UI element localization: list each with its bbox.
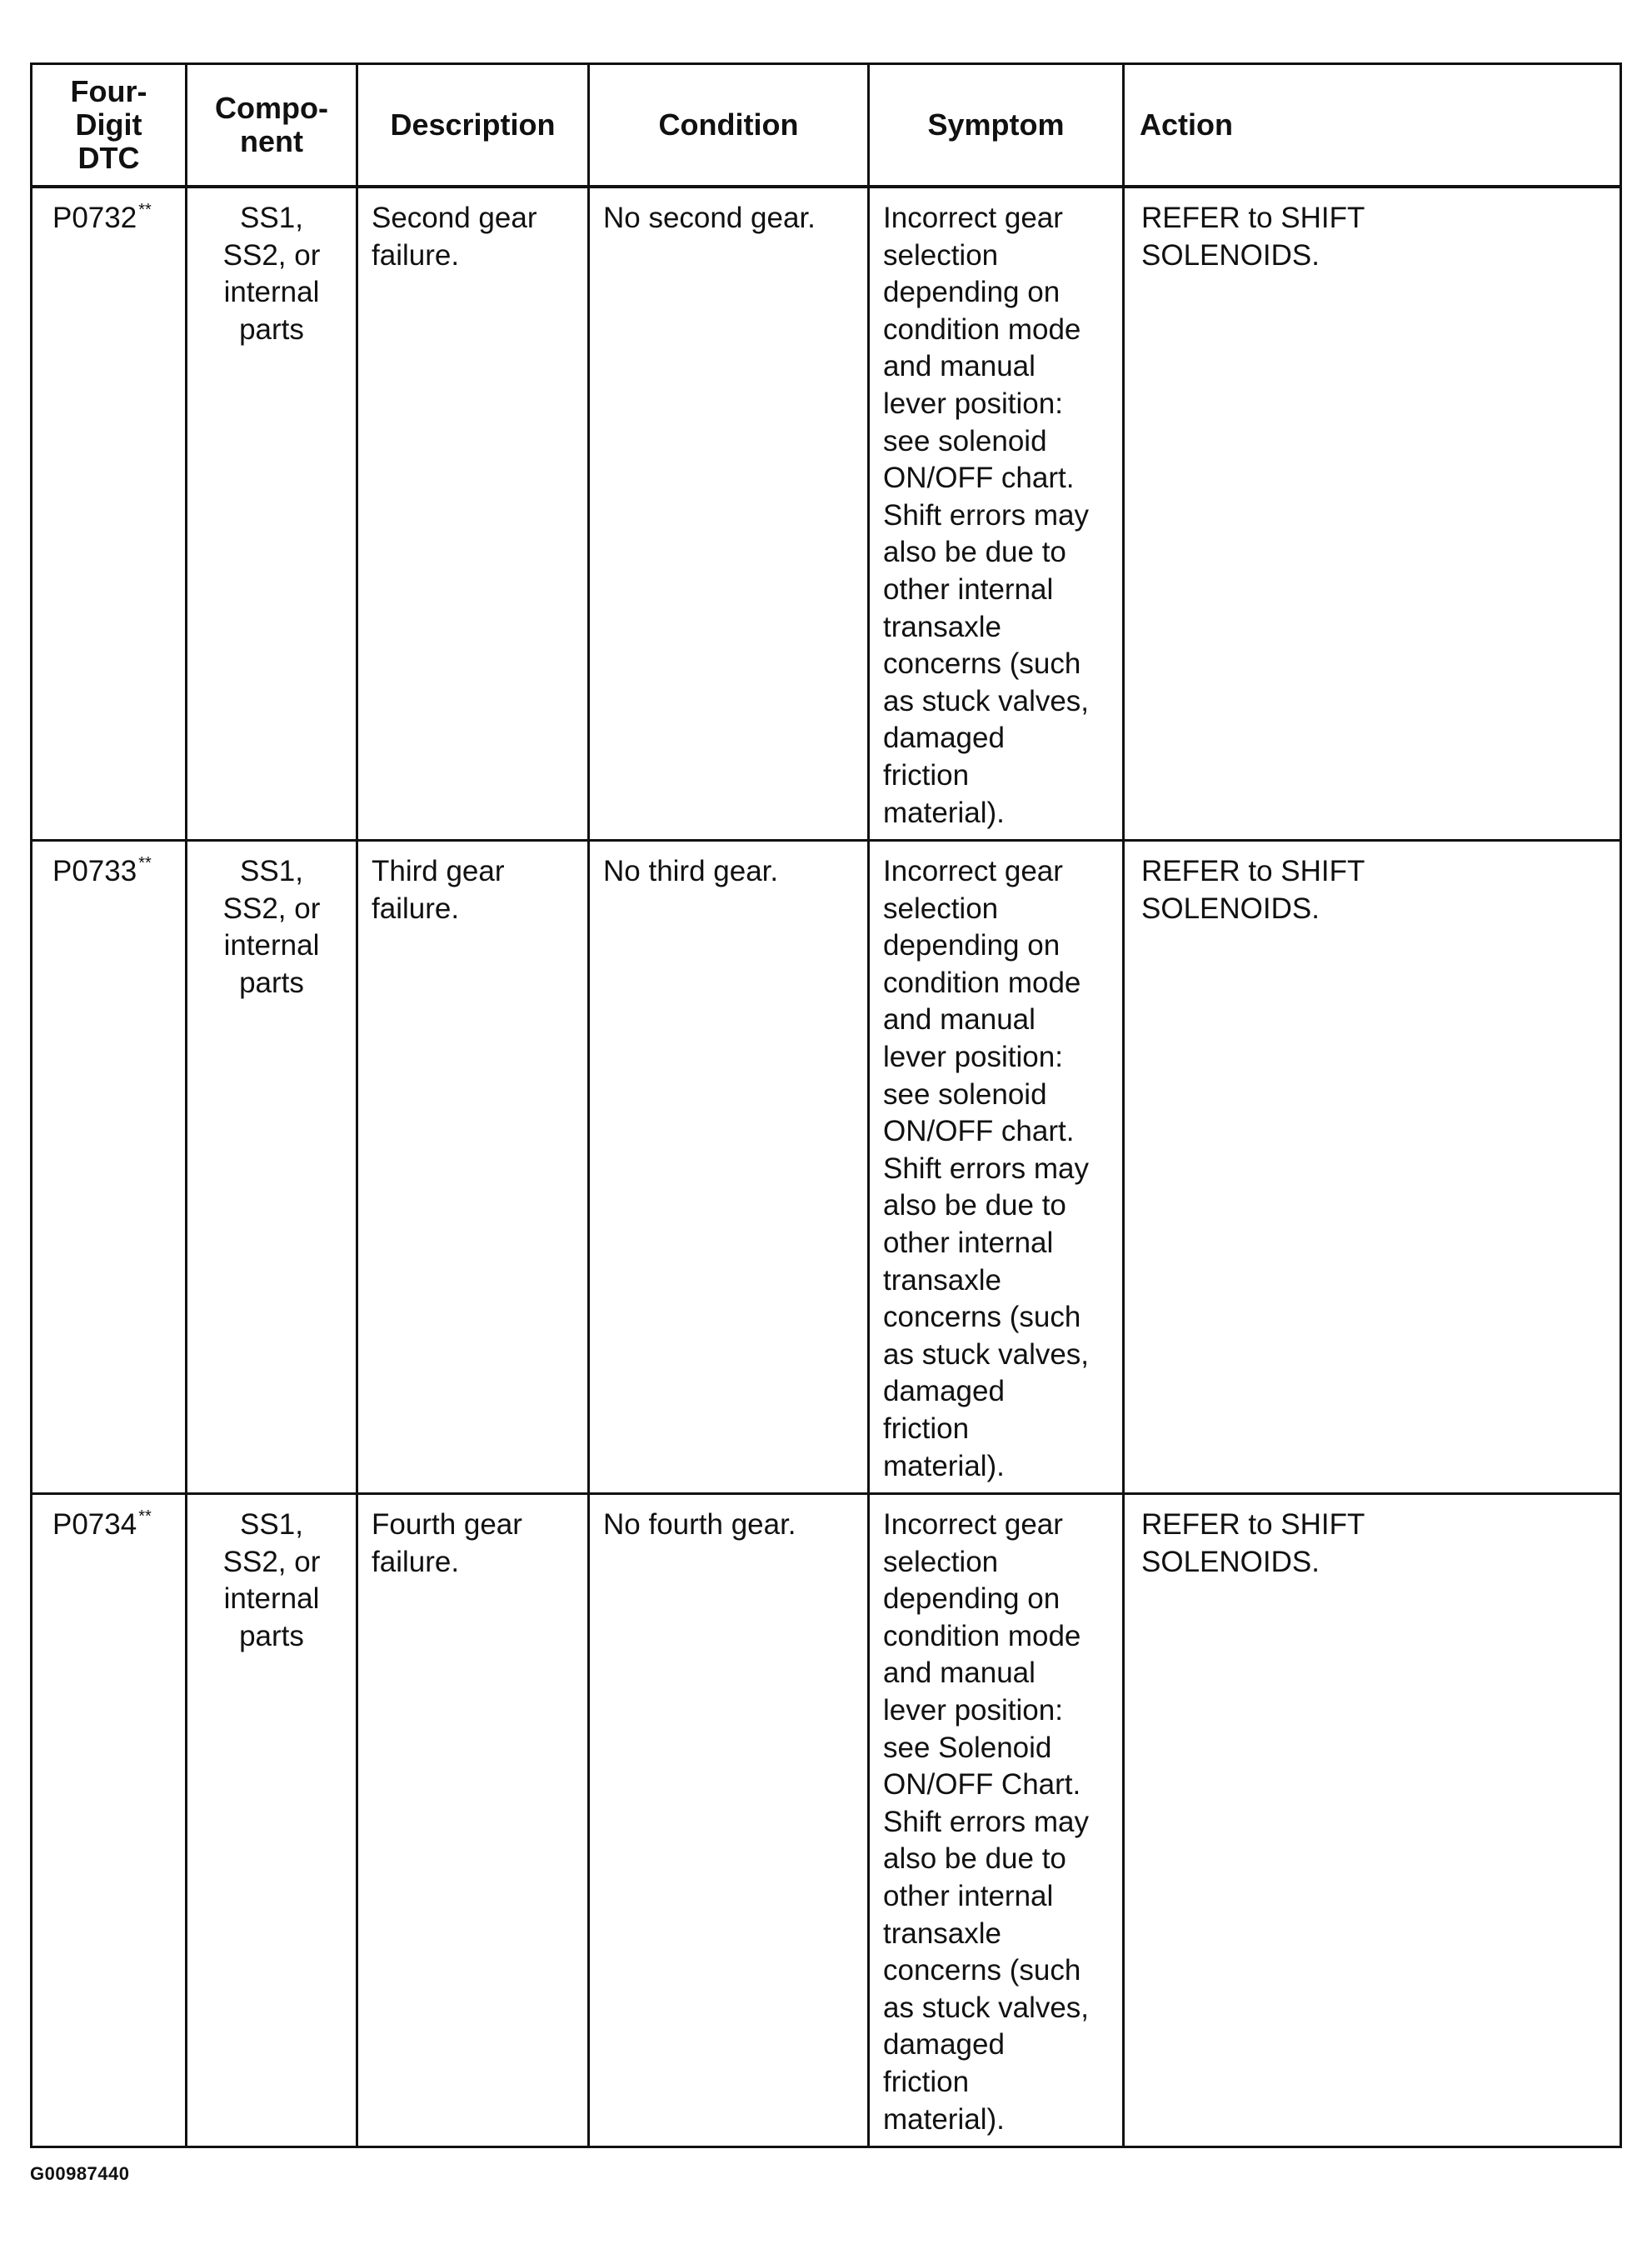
dtc-footnote-mark: ** [138, 854, 152, 872]
description-cell: Fourth gear failure. [357, 1494, 589, 2147]
header-dtc: Four- Digit DTC [32, 64, 187, 187]
table-row [32, 1494, 1621, 2147]
description-cell: Third gear failure. [357, 841, 589, 1494]
description-cell: Second gear failure. [357, 187, 589, 841]
figure-id: G00987440 [30, 2163, 130, 2184]
symptom-cell: Incorrect gear selection depending on condition mode and manual lever position: see solenoid ON/OFF chart. Shift errors may also be due to other internal transaxle concerns (such as stuck valves, damaged friction material). [869, 187, 1124, 841]
action-cell: REFER to SHIFT SOLENOIDS. [1124, 187, 1621, 841]
symptom-cell: Incorrect gear selection depending on condition mode and manual lever position: see solenoid ON/OFF chart. Shift errors may also be due to other internal transaxle concerns (such as stuck valves, damaged friction material). [869, 841, 1124, 1494]
dtc-footnote-mark: ** [138, 1507, 152, 1526]
component-cell: SS1, SS2, or internal parts [187, 187, 357, 841]
action-cell: REFER to SHIFT SOLENOIDS. [1124, 841, 1621, 1494]
table-row [32, 841, 1621, 1494]
dtc-code: P0732 [52, 202, 137, 234]
condition-cell: No third gear. [589, 841, 869, 1494]
dtc-cell [32, 187, 187, 841]
component-cell: SS1, SS2, or internal parts [187, 841, 357, 1494]
header-description: Description [357, 64, 589, 187]
condition-cell: No second gear. [589, 187, 869, 841]
condition-cell: No fourth gear. [589, 1494, 869, 2147]
dtc-code: P0734 [52, 1508, 137, 1541]
dtc-code: P0733 [52, 855, 137, 887]
action-cell: REFER to SHIFT SOLENOIDS. [1124, 1494, 1621, 2147]
dtc-cell [32, 1494, 187, 2147]
header-symptom: Symptom [869, 64, 1124, 187]
dtc-cell [32, 841, 187, 1494]
dtc-footnote-mark: ** [138, 201, 152, 219]
table-row [32, 187, 1621, 841]
header-action: Action [1124, 64, 1621, 187]
header-component: Compo- nent [187, 64, 357, 187]
dtc-table [30, 62, 1622, 2148]
header-condition: Condition [589, 64, 869, 187]
component-cell: SS1, SS2, or internal parts [187, 1494, 357, 2147]
symptom-cell: Incorrect gear selection depending on condition mode and manual lever position: see Solenoid ON/OFF Chart. Shift errors may also be due to other internal transaxle concerns (such as stuck valves, damaged friction material). [869, 1494, 1124, 2147]
header-row [32, 64, 1621, 187]
